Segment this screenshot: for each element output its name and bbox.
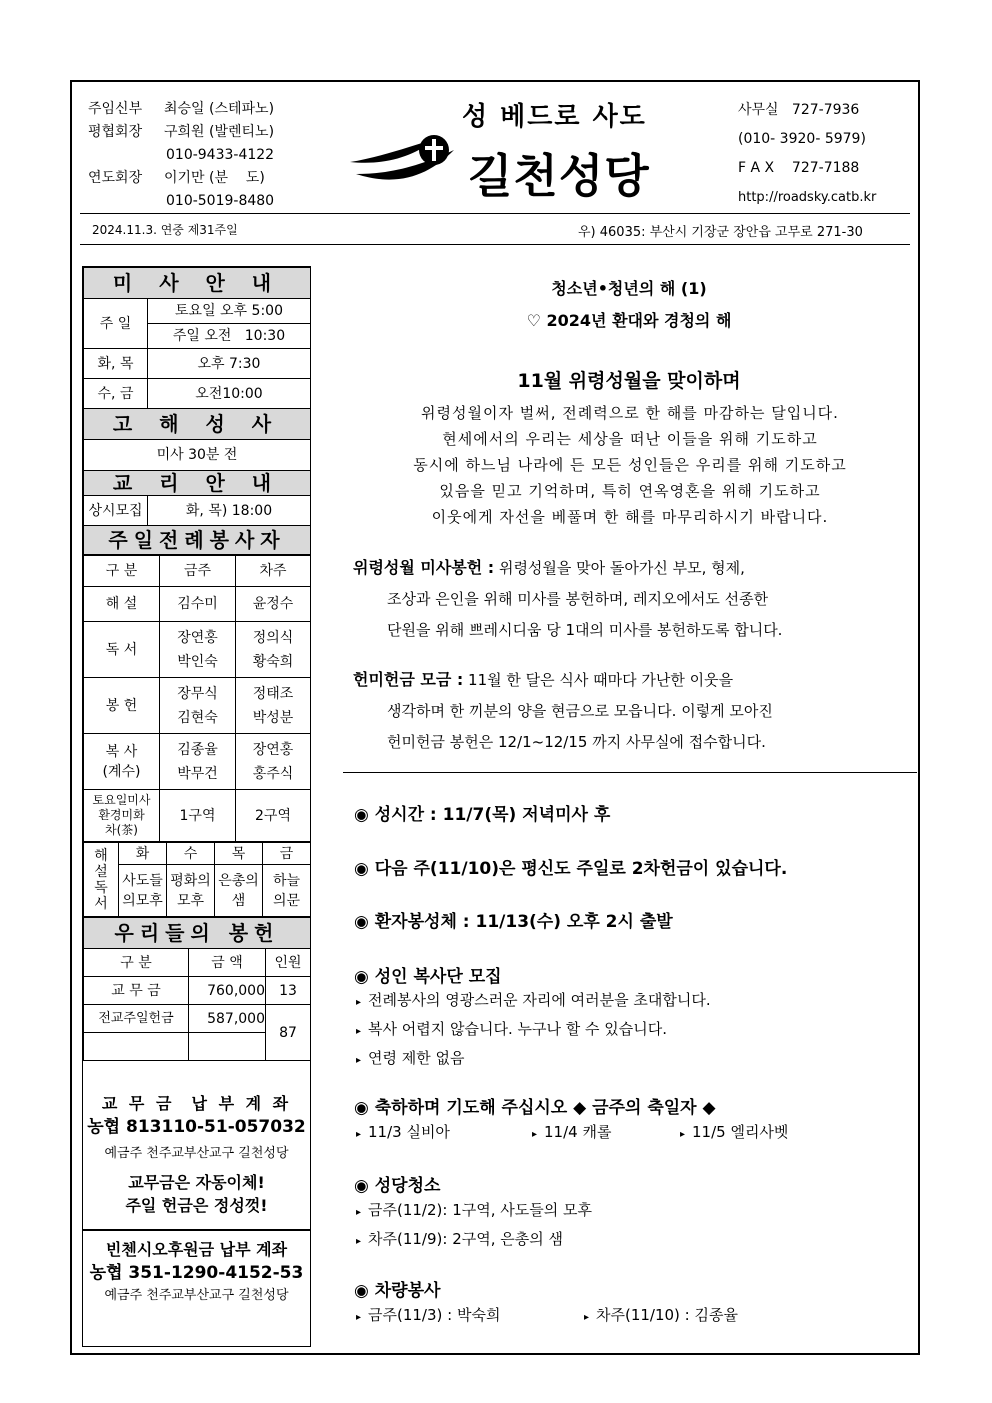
arrow-icon: ▸: [584, 1312, 590, 1323]
staff-name: 구희원 (발렌티노): [164, 124, 275, 140]
date-line: 2024.11.3. 연중 제31주일: [92, 223, 238, 237]
contact-info: [738, 96, 876, 212]
holy-hour-notice: ◉ 성시간 : 11/7(목) 저녁미사 후: [354, 805, 611, 825]
reader-group: 은총의 샘: [215, 865, 263, 917]
mobile-phone: (010- 3920- 5979): [738, 131, 866, 147]
para-line: 동시에 하느님 나라에 든 모든 성인들은 우리를 위해 기도하고: [413, 456, 847, 474]
offering-amount: 760,000: [189, 977, 266, 1005]
second-collection-notice: ◉ 다음 주(11/10)은 평신도 주일로 2차헌금이 있습니다.: [354, 859, 788, 879]
reader-day: 화: [119, 843, 167, 865]
sunday-sun-time: 주일 오전 10:30: [148, 324, 311, 349]
bank-holder: 예금주 천주교부산교구 길천성당: [104, 1146, 289, 1161]
divider: [80, 213, 910, 214]
arrow-icon: ▸: [356, 1129, 362, 1140]
cleaning-title: ◉ 성당청소: [354, 1176, 441, 1196]
divider: [83, 1229, 310, 1231]
tuethu-time: 오후 7:30: [148, 349, 311, 379]
rice-lead: 헌미헌금 모금 :: [353, 670, 464, 689]
reader-day: 수: [167, 843, 215, 865]
tuethu-label: 화, 목: [84, 349, 148, 379]
reader-day: 목: [215, 843, 263, 865]
rice-text: 생각하며 한 끼분의 양을 현금으로 모읍니다. 이렇게 모아진: [387, 702, 773, 720]
server-next: 장연홍 홍주식: [236, 734, 311, 790]
altar-servers-title: ◉ 성인 복사단 모집: [354, 967, 502, 987]
office-phone: 사무실 727-7936: [738, 102, 860, 118]
bank-account-box: [83, 1093, 310, 1217]
arrow-icon: ▸: [356, 1236, 362, 1247]
memorial-lead: 위령성월 미사봉헌 :: [353, 558, 495, 577]
memorial-mass-section: [353, 552, 913, 646]
divider: [343, 772, 917, 773]
staff-name: 최승일 (스테파노): [164, 101, 275, 117]
server-this: 장연홍 박인숙: [160, 622, 236, 678]
theme-line-2: ♡ 2024년 환대와 경청의 해: [526, 311, 732, 330]
list-item: 금주(11/3) : 박숙희: [368, 1306, 501, 1324]
staff-name: 이기만 (분 도): [164, 170, 265, 186]
staff-role: 주임신부: [88, 101, 143, 117]
env-this: 1구역: [160, 790, 236, 842]
sick-communion-notice: ◉ 환자봉성체 : 11/13(수) 오후 2시 출발: [354, 912, 673, 932]
server-kind: 독 서: [84, 622, 160, 678]
para-line: 현세에서의 우리는 세상을 떠난 이들을 위해 기도하고: [442, 430, 818, 448]
offering-note: 주일 헌금은 정성껏!: [125, 1196, 268, 1215]
server-kind: 봉 헌: [84, 678, 160, 734]
memorial-text: 단원을 위해 쁘레시디움 당 1대의 미사를 봉헌하도록 합니다.: [387, 621, 783, 639]
list-item: 전례봉사의 영광스러운 자리에 여러분을 초대합니다.: [368, 991, 711, 1009]
arrow-icon: ▸: [356, 1207, 362, 1218]
arrow-icon: ▸: [356, 1055, 362, 1066]
arrow-icon: ▸: [356, 1312, 362, 1323]
servers-table: [83, 555, 311, 842]
feast-item: 11/5 엘리사벳: [692, 1123, 789, 1141]
parish-logo-icon: [346, 128, 466, 192]
arrow-icon: ▸: [532, 1129, 538, 1140]
fax: F A X 727-7188: [738, 160, 860, 176]
sidebar: [82, 266, 311, 1347]
bank-account: 농협 813110-51-057032: [87, 1117, 306, 1137]
server-this: 김종율 박무건: [160, 734, 236, 790]
offering-title: 우리들의 봉헌: [84, 918, 311, 949]
rice-text: 헌미헌금 봉헌은 12/1~12/15 까지 사무실에 접수합니다.: [387, 733, 766, 751]
servers-col-this: 금주: [160, 556, 236, 587]
altar-servers-list: [356, 987, 711, 1074]
main-heading: 11월 위령성월을 맞이하며: [517, 370, 741, 392]
mass-title: 미 사 안 내: [84, 268, 311, 299]
offering-col-kind: 구 분: [84, 949, 189, 977]
main-paragraph: [350, 400, 910, 530]
staff-role: 연도회장: [88, 170, 143, 186]
server-next: 정태조 박성분: [236, 678, 311, 734]
reader-day: 금: [263, 843, 311, 865]
staff-info: [88, 98, 274, 213]
vincent-holder: 예금주 천주교부산교구 길천성당: [104, 1288, 289, 1303]
offering-table: [83, 917, 311, 1061]
offering-people: 13: [266, 977, 311, 1005]
servers-title: 주일전례봉사자: [84, 526, 311, 555]
server-next: 정의식 황숙희: [236, 622, 311, 678]
memorial-text: 위령성월을 맞아 돌아가신 부모, 형제,: [494, 559, 745, 577]
server-kind: 복 사 (계수): [84, 734, 160, 790]
address-line: 우) 46035: 부산시 기장군 장안읍 고무로 271-30: [578, 225, 863, 240]
sunday-sat-time: 토요일 오후 5:00: [148, 299, 311, 324]
staff-role: 평협회장: [88, 124, 143, 140]
staff-phone: 010-9433-4122: [166, 147, 275, 163]
para-line: 있음을 믿고 기억하며, 특히 연옥영혼을 위해 기도하고: [439, 482, 821, 500]
parish-name: 길천성당: [468, 149, 650, 203]
servers-col-kind: 구 분: [84, 556, 160, 587]
bank-title: 교 무 금 납 부 계 좌: [101, 1094, 292, 1113]
rice-text: 11월 한 달은 식사 때마다 가난한 이웃을: [463, 671, 734, 689]
list-item: 차주(11/9): 2구역, 은총의 샘: [368, 1230, 563, 1248]
catechism-label: 상시모집: [84, 496, 148, 526]
env-label: 토요일미사 환경미화 차(茶): [84, 790, 160, 842]
arrow-icon: ▸: [680, 1129, 686, 1140]
sunday-label: 주 일: [84, 299, 148, 349]
vincent-account-box: [83, 1239, 310, 1307]
offering-kind: 교 무 금: [84, 977, 189, 1005]
vincent-title: 빈첸시오후원금 납부 계좌: [105, 1240, 288, 1259]
wedfri-label: 수, 금: [84, 379, 148, 409]
para-line: 이웃에게 자선을 베풀며 한 해를 마무리하시기 바랍니다.: [431, 508, 829, 526]
servers-col-next: 차주: [236, 556, 311, 587]
website-link[interactable]: http://roadsky.catb.kr: [738, 190, 877, 205]
list-item: 연령 제한 없음: [368, 1049, 465, 1067]
schedule-table: [83, 267, 311, 555]
offering-empty: [189, 1033, 266, 1061]
server-kind: 해 설: [84, 587, 160, 622]
parish-subtitle: 성 베드로 사도: [462, 102, 647, 132]
theme-line-1: 청소년•청년의 해 (1): [551, 279, 707, 298]
feast-title: ◉ 축하하며 기도해 주십시오 ◆ 금주의 축일자 ◆: [354, 1098, 716, 1118]
confession-title: 고 해 성 사: [84, 409, 311, 440]
feast-item: 11/4 캐롤: [544, 1123, 612, 1141]
list-item: 복사 어렵지 않습니다. 누구나 할 수 있습니다.: [368, 1020, 667, 1038]
reader-table: [83, 842, 311, 917]
confession-time: 미사 30분 전: [84, 440, 311, 471]
feast-list: [356, 1119, 896, 1148]
reader-group: 하늘 의문: [263, 865, 311, 917]
vincent-account: 농협 351-1290-4152-53: [89, 1263, 304, 1283]
auto-transfer-note: 교무금은 자동이체!: [128, 1173, 265, 1192]
offering-amount: 587,000: [189, 1005, 266, 1033]
offering-empty: [84, 1033, 189, 1061]
offering-col-amount: 금 액: [189, 949, 266, 977]
server-this: 장무식 김현숙: [160, 678, 236, 734]
offering-people: 87: [266, 1005, 311, 1061]
catechism-time: 화, 목) 18:00: [148, 496, 311, 526]
offering-kind: 전교주일헌금: [84, 1005, 189, 1033]
staff-phone: 010-5019-8480: [166, 193, 275, 209]
list-item: 차주(11/10) : 김종율: [596, 1306, 738, 1324]
server-this: 김수미: [160, 587, 236, 622]
arrow-icon: ▸: [356, 997, 362, 1008]
para-line: 위령성월이자 벌써, 전례력으로 한 해를 마감하는 달입니다.: [421, 404, 839, 422]
memorial-text: 조상과 은인을 위해 미사를 봉헌하며, 레지오에서도 선종한: [387, 590, 769, 608]
rice-offering-section: [353, 664, 913, 758]
driving-title: ◉ 차량봉사: [354, 1281, 441, 1301]
offering-col-people: 인원: [266, 949, 311, 977]
feast-item: 11/3 실비아: [368, 1123, 450, 1141]
wedfri-time: 오전10:00: [148, 379, 311, 409]
catechism-title: 교 리 안 내: [84, 471, 311, 496]
env-next: 2구역: [236, 790, 311, 842]
arrow-icon: ▸: [356, 1026, 362, 1037]
driving-list: [356, 1302, 738, 1331]
reader-group: 사도들 의모후: [119, 865, 167, 917]
reader-group: 평화의 모후: [167, 865, 215, 917]
reader-label: 해 설 독 서: [84, 843, 119, 917]
server-next: 윤정수: [236, 587, 311, 622]
divider: [80, 244, 910, 245]
cleaning-list: [356, 1197, 592, 1255]
list-item: 금주(11/2): 1구역, 사도들의 모후: [368, 1201, 592, 1219]
